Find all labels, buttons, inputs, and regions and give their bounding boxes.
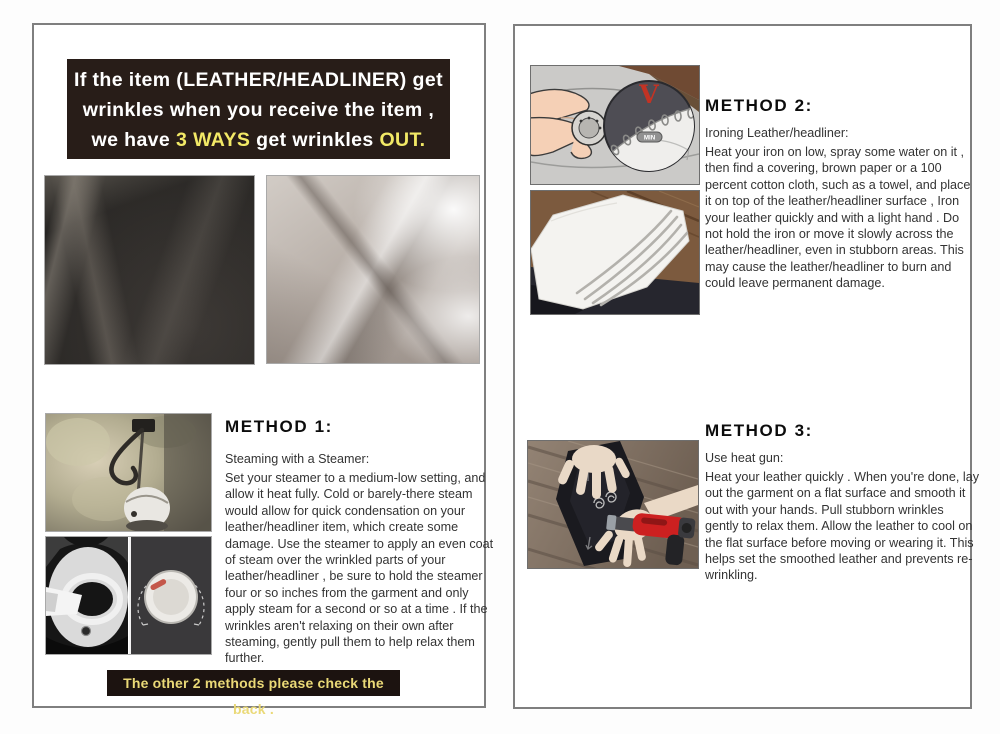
headline-highlight-out: OUT. — [379, 129, 426, 151]
headline-line-2: wrinkles when you receive the item , — [82, 99, 435, 121]
method2-heading: METHOD 2: — [705, 96, 813, 115]
wrinkled-light-leather-photo — [266, 175, 480, 364]
headline-banner — [67, 59, 450, 159]
headline-line-3 — [67, 125, 450, 155]
method3-body-text: Heat your leather quickly . When you're done, lay out the garment on a flat surface and smooth it out with your hands. Pull stubborn wrinkles gently to relax them. Allow the leather to cool on the flat surface before moving or wearing it. This helps set the smoothed leather and prevents re-wrinkling. — [705, 470, 980, 583]
iron-dial-illustration — [530, 65, 700, 185]
method3-section — [705, 421, 979, 584]
steamer-dial-photo — [129, 537, 212, 654]
headline-line-3-pre: we have — [91, 129, 176, 151]
method1-subtitle: Steaming with a Steamer: — [225, 452, 370, 466]
headline-line-3-mid: get wrinkles — [250, 129, 380, 151]
steamer-nozzle-photo — [46, 537, 129, 654]
wrinkled-dark-leather-photo — [44, 175, 255, 365]
method2-subtitle: Ironing Leather/headliner: — [705, 126, 849, 140]
method1-body-text: Set your steamer to a medium-low setting, and allow it heat fully. Cold or barely-there steam would allow for quick condensation on your leather/headliner item, which create some damage. Use the steamer to apply an even coat of steam over the wrinkled parts of your leather/headliner , be sure to hold the steamer four or so inches from the garment and only apply steam for a second or so at a time . If the wrinkles aren't relaxing on their own after steaming, gently pull them to help relax them further. — [225, 471, 494, 666]
method1-section — [225, 417, 497, 667]
footer-banner: The other 2 methods please check the back . — [107, 670, 400, 696]
method2-body-text: Heat your iron on low, spray some water on it , then find a covering, brown paper or a 100 percent cotton cloth, such as a towel, and place it on top of the leather/headliner surface , Iron your leather quickly and with a light hand . Do not hold the iron or move it slowly across the leather/headliner, even in stubborn areas. This may cause the leather/headliner to burn and could leave permanent damage. — [705, 145, 971, 291]
garment-steamer-illustration — [46, 414, 211, 531]
method1-heading: METHOD 1: — [225, 417, 333, 436]
steamer-detail-photos — [45, 536, 212, 655]
dial-min-label: MIN — [643, 134, 656, 142]
front-page-panel — [32, 23, 494, 717]
headline-highlight-3ways: 3 WAYS — [176, 129, 251, 151]
heat-gun-photo — [527, 440, 699, 569]
garment-steamer-photo — [45, 413, 212, 532]
headline-line-1: If the item (LEATHER/HEADLINER) get — [74, 69, 443, 91]
method3-subtitle: Use heat gun: — [705, 451, 784, 465]
back-page-panel — [513, 24, 980, 709]
dial-arrow-mark: V — [639, 80, 659, 109]
method2-section — [705, 96, 979, 292]
folded-towel-illustration — [530, 190, 700, 315]
method3-heading: METHOD 3: — [705, 421, 813, 440]
